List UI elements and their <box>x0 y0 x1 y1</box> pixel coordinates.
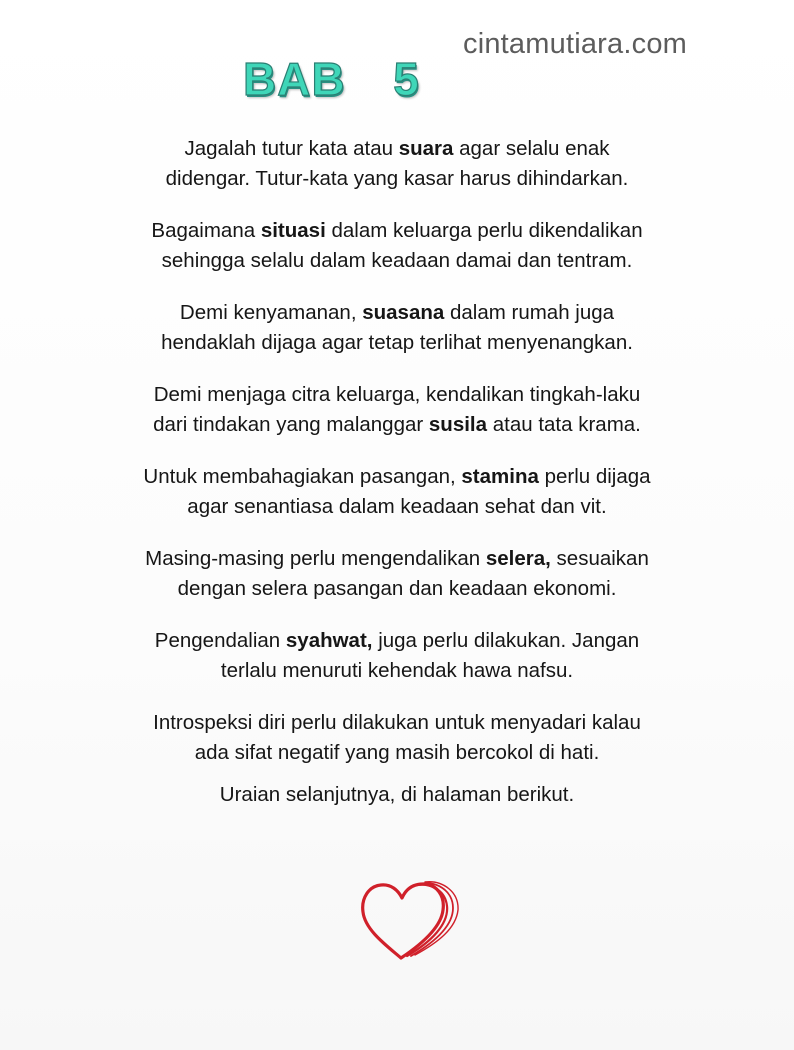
paragraph-text: Bagaimana <box>151 219 261 242</box>
paragraph-suara <box>100 134 694 194</box>
paragraph-text: dalam keluarga perlu dikendalikan <box>325 219 643 242</box>
paragraph-text: sesuaikan <box>550 547 649 570</box>
keyword-suasana: suasana <box>362 301 445 324</box>
paragraph-situasi <box>100 216 694 276</box>
paragraph-text: atau tata krama. <box>487 413 641 436</box>
paragraph-text: Jagalah tutur kata atau <box>184 137 399 160</box>
paragraph-introspeksi <box>100 708 694 768</box>
closing-line: Uraian selanjutnya, di halaman berikut. <box>219 783 575 806</box>
paragraph-text: agar senantiasa dalam keadaan sehat dan vit. <box>187 495 607 518</box>
paragraph-suasana <box>100 298 694 358</box>
site-watermark: cintamutiara.com <box>463 28 687 60</box>
keyword-selera: selera, <box>485 547 551 570</box>
keyword-susila: susila <box>428 413 488 436</box>
chapter-title: BAB 5 <box>243 53 420 105</box>
paragraph-text: juga perlu dilakukan. Jangan <box>372 629 640 652</box>
paragraph-text: dalam rumah juga <box>444 301 615 324</box>
paragraph-text: sehingga selalu dalam keadaan damai dan tentram. <box>161 249 633 272</box>
paragraph-selera <box>100 544 694 604</box>
keyword-suara: suara <box>398 137 454 160</box>
keyword-syahwat: syahwat, <box>285 629 373 652</box>
paragraph-text: perlu dijaga <box>538 465 651 488</box>
paragraph-text: Masing-masing perlu mengendalikan <box>145 547 486 570</box>
paragraph-text: didengar. Tutur-kata yang kasar harus dihindarkan. <box>165 167 629 190</box>
paragraph-text: dengan selera pasangan dan keadaan ekonomi. <box>177 577 617 600</box>
paragraph-text: Demi menjaga citra keluarga, kendalikan tingkah-laku <box>153 383 641 406</box>
paragraph-text: Untuk membahagiakan pasangan, <box>143 465 462 488</box>
paragraph-text: terlalu menuruti kehendak hawa nafsu. <box>220 659 574 682</box>
paragraph-text: hendaklah dijaga agar tetap terlihat menyenangkan. <box>161 331 633 354</box>
keyword-stamina: stamina <box>461 465 539 488</box>
paragraph-text: Pengendalian <box>154 629 286 652</box>
heart-icon <box>357 876 461 962</box>
paragraph-text: agar selalu enak <box>453 137 610 160</box>
keyword-situasi: situasi <box>260 219 326 242</box>
paragraph-syahwat <box>100 626 694 686</box>
paragraph-text: Demi kenyamanan, <box>179 301 363 324</box>
chapter-body <box>100 134 694 832</box>
paragraph-text: ada sifat negatif yang masih bercokol di hati. <box>194 741 600 764</box>
paragraph-text: Introspeksi diri perlu dilakukan untuk menyadari kalau <box>153 711 641 734</box>
paragraph-susila <box>100 380 694 440</box>
paragraph-text: dari tindakan yang malanggar <box>153 413 429 436</box>
paragraph-stamina <box>100 462 694 522</box>
